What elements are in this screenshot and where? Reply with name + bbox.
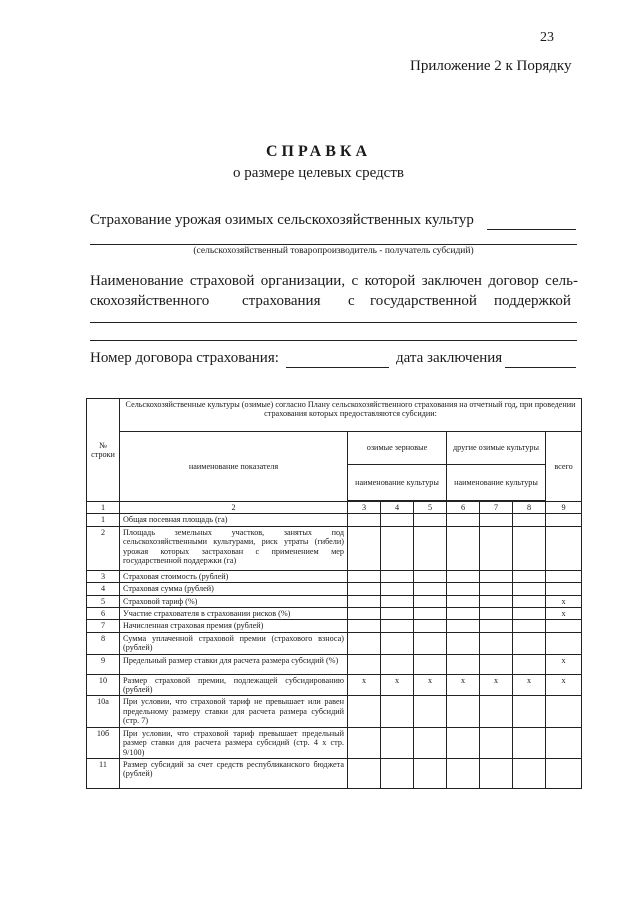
row-indicator-name: При условии, что страховой тариф не превышает или равен предельному размеру ставки для расчета размера субсидий (стр. 7) (120, 696, 348, 727)
row-number: 10 (87, 674, 120, 696)
not-applicable-mark: x (546, 674, 582, 696)
value-cell[interactable] (348, 758, 381, 788)
value-cell[interactable] (381, 758, 414, 788)
value-cell[interactable] (480, 595, 513, 607)
value-cell[interactable] (447, 632, 480, 654)
table-row (87, 514, 582, 526)
value-cell[interactable] (546, 526, 582, 570)
row-number: 6 (87, 608, 120, 620)
insurance-blank[interactable] (487, 229, 576, 230)
value-cell[interactable] (480, 514, 513, 526)
value-cell[interactable] (513, 526, 546, 570)
row-indicator-name: Размер субсидий за счет средств республиканского бюджета (рублей) (120, 758, 348, 788)
insurer-word: с (348, 293, 355, 309)
not-applicable-mark: x (447, 674, 480, 696)
value-cell[interactable] (348, 583, 381, 595)
value-cell[interactable] (414, 727, 447, 758)
value-cell[interactable] (381, 514, 414, 526)
table-row (87, 632, 582, 654)
column-number: 5 (414, 502, 447, 514)
value-cell[interactable] (513, 570, 546, 582)
row-indicator-name: Сумма уплаченной страховой премии (страхового взноса) (рублей) (120, 632, 348, 654)
not-applicable-mark: x (480, 674, 513, 696)
value-cell[interactable] (348, 595, 381, 607)
not-applicable-mark: x (348, 674, 381, 696)
row-number: 7 (87, 620, 120, 632)
table-row (87, 620, 582, 632)
row-indicator-name: Участие страхователя в страховании рисков (%) (120, 608, 348, 620)
row-number: 1 (87, 514, 120, 526)
not-applicable-mark: x (414, 674, 447, 696)
column-number: 8 (513, 502, 546, 514)
table-row (87, 583, 582, 595)
row-indicator-name: Страховой тариф (%) (120, 595, 348, 607)
table-row (87, 696, 582, 727)
column-number: 9 (546, 502, 582, 514)
value-cell[interactable] (447, 595, 480, 607)
value-cell[interactable] (381, 595, 414, 607)
table-row (87, 674, 582, 696)
row-indicator-name: Начисленная страховая премия (рублей) (120, 620, 348, 632)
value-cell[interactable] (480, 632, 513, 654)
header-other-winter: другие озимые культуры (447, 432, 546, 465)
row-number: 4 (87, 583, 120, 595)
value-cell[interactable] (480, 654, 513, 674)
value-cell[interactable] (414, 620, 447, 632)
value-cell[interactable] (381, 583, 414, 595)
value-cell[interactable] (513, 696, 546, 727)
column-number: 6 (447, 502, 480, 514)
contract-label: Номер договора страхования: (90, 350, 279, 366)
value-cell[interactable] (348, 632, 381, 654)
value-cell[interactable] (513, 758, 546, 788)
table-row (87, 758, 582, 788)
column-number: 4 (381, 502, 414, 514)
row-number: 8 (87, 632, 120, 654)
column-number: 7 (480, 502, 513, 514)
value-cell[interactable] (480, 727, 513, 758)
insurer-word: государственной (370, 293, 477, 309)
value-cell[interactable] (414, 514, 447, 526)
header-total: всего (546, 432, 582, 502)
row-indicator-name: Общая посевная площадь (га) (120, 514, 348, 526)
contract-date-blank[interactable] (505, 367, 576, 368)
value-cell[interactable] (513, 514, 546, 526)
value-cell[interactable] (513, 654, 546, 674)
table-row (87, 608, 582, 620)
value-cell[interactable] (480, 570, 513, 582)
value-cell[interactable] (414, 583, 447, 595)
value-cell[interactable] (348, 654, 381, 674)
row-indicator-name: При условии, что страховой тариф превышает предельный размер ставки для расчета размера субсидий (стр. 4 х стр. 9/100) (120, 727, 348, 758)
value-cell[interactable] (546, 570, 582, 582)
producer-caption: (сельскохозяйственный товаропроизводитель - получатель субсидий) (193, 246, 474, 256)
insurance-line-label: Страхование урожая озимых сельскохозяйственных культур (90, 212, 474, 228)
insurer-text-line1: Наименование страховой организации, с которой заключен договор сель- (90, 273, 578, 289)
value-cell[interactable] (414, 526, 447, 570)
insurer-blank-2[interactable] (90, 340, 577, 341)
row-indicator-name: Страховая сумма (рублей) (120, 583, 348, 595)
row-number: 5 (87, 595, 120, 607)
header-crop-name-other: наименование культуры (447, 465, 546, 501)
column-number: 3 (348, 502, 381, 514)
value-cell[interactable] (513, 608, 546, 620)
row-indicator-name: Страховая стоимость (рублей) (120, 570, 348, 582)
header-crop-name-winter: наименование культуры (348, 465, 447, 501)
value-cell[interactable] (414, 696, 447, 727)
value-cell[interactable] (381, 696, 414, 727)
insurer-word: страхования (242, 293, 321, 309)
row-number: 2 (87, 526, 120, 570)
page-number: 23 (540, 30, 554, 45)
value-cell[interactable] (546, 514, 582, 526)
insurer-word: скохозяйственного (90, 293, 210, 309)
value-cell[interactable] (381, 727, 414, 758)
value-cell[interactable] (381, 632, 414, 654)
value-cell[interactable] (414, 632, 447, 654)
document-title: СПРАВКА (265, 143, 372, 160)
insurance-line (90, 212, 474, 229)
value-cell[interactable] (546, 620, 582, 632)
value-cell[interactable] (414, 654, 447, 674)
table-row (87, 526, 582, 570)
value-cell[interactable] (447, 526, 480, 570)
value-cell[interactable] (447, 758, 480, 788)
not-applicable-mark: x (513, 674, 546, 696)
subsidy-table (86, 398, 582, 789)
column-number: 2 (120, 502, 348, 514)
not-applicable-mark: x (546, 608, 582, 620)
value-cell[interactable] (480, 583, 513, 595)
value-cell[interactable] (513, 632, 546, 654)
row-number: 10б (87, 727, 120, 758)
table-row (87, 727, 582, 758)
value-cell[interactable] (348, 526, 381, 570)
table-row (87, 654, 582, 674)
value-cell[interactable] (546, 632, 582, 654)
table-row (87, 570, 582, 582)
value-cell[interactable] (414, 595, 447, 607)
value-cell[interactable] (348, 570, 381, 582)
value-cell[interactable] (348, 608, 381, 620)
value-cell[interactable] (414, 570, 447, 582)
value-cell[interactable] (447, 608, 480, 620)
value-cell[interactable] (447, 620, 480, 632)
date-label: дата заключения (396, 350, 503, 366)
value-cell[interactable] (546, 696, 582, 727)
row-number: 11 (87, 758, 120, 788)
value-cell[interactable] (513, 620, 546, 632)
value-cell[interactable] (447, 696, 480, 727)
value-cell[interactable] (447, 514, 480, 526)
value-cell[interactable] (480, 608, 513, 620)
row-number: 3 (87, 570, 120, 582)
not-applicable-mark: x (381, 674, 414, 696)
value-cell[interactable] (546, 727, 582, 758)
value-cell[interactable] (447, 583, 480, 595)
value-cell[interactable] (381, 654, 414, 674)
value-cell[interactable] (381, 570, 414, 582)
value-cell[interactable] (513, 727, 546, 758)
not-applicable-mark: x (546, 654, 582, 674)
value-cell[interactable] (414, 758, 447, 788)
document-subtitle: о размере целевых средств (233, 165, 404, 181)
table-row (87, 595, 582, 607)
header-crops-group: Сельскохозяйственные культуры (озимые) согласно Плану сельскохозяйственного страхования на отчетный год, при проведении страхования которых предоставляются субсидии: (120, 399, 582, 432)
value-cell[interactable] (348, 620, 381, 632)
value-cell[interactable] (480, 696, 513, 727)
insurer-word: поддержкой (494, 293, 571, 309)
value-cell[interactable] (513, 595, 546, 607)
header-row-number: № строки (87, 399, 120, 502)
value-cell[interactable] (381, 608, 414, 620)
column-number: 1 (87, 502, 120, 514)
value-cell[interactable] (381, 526, 414, 570)
value-cell[interactable] (480, 526, 513, 570)
not-applicable-mark: x (546, 595, 582, 607)
appendix-label: Приложение 2 к Порядку (410, 58, 572, 74)
row-indicator-name: Предельный размер ставки для расчета размера субсидий (%) (120, 654, 348, 674)
value-cell[interactable] (381, 620, 414, 632)
value-cell[interactable] (414, 608, 447, 620)
row-number: 10а (87, 696, 120, 727)
header-indicator-name: наименование показателя (120, 432, 348, 502)
value-cell[interactable] (447, 570, 480, 582)
value-cell[interactable] (348, 514, 381, 526)
producer-blank[interactable] (90, 244, 577, 245)
value-cell[interactable] (480, 758, 513, 788)
row-indicator-name: Размер страховой премии, подлежащей субсидированию (рублей) (120, 674, 348, 696)
row-number: 9 (87, 654, 120, 674)
contract-number-blank[interactable] (286, 367, 389, 368)
value-cell[interactable] (546, 583, 582, 595)
value-cell[interactable] (348, 727, 381, 758)
header-winter-grain: озимые зерновые (348, 432, 447, 465)
value-cell[interactable] (447, 654, 480, 674)
value-cell[interactable] (513, 583, 546, 595)
row-indicator-name: Площадь земельных участков, занятых под сельскохозяйственными культурами, риск утраты (гибели) урожая которых застрахован с применением мер государственной поддержки (га) (120, 526, 348, 570)
value-cell[interactable] (546, 758, 582, 788)
value-cell[interactable] (480, 620, 513, 632)
value-cell[interactable] (447, 727, 480, 758)
insurer-blank-1[interactable] (90, 322, 577, 323)
value-cell[interactable] (348, 696, 381, 727)
